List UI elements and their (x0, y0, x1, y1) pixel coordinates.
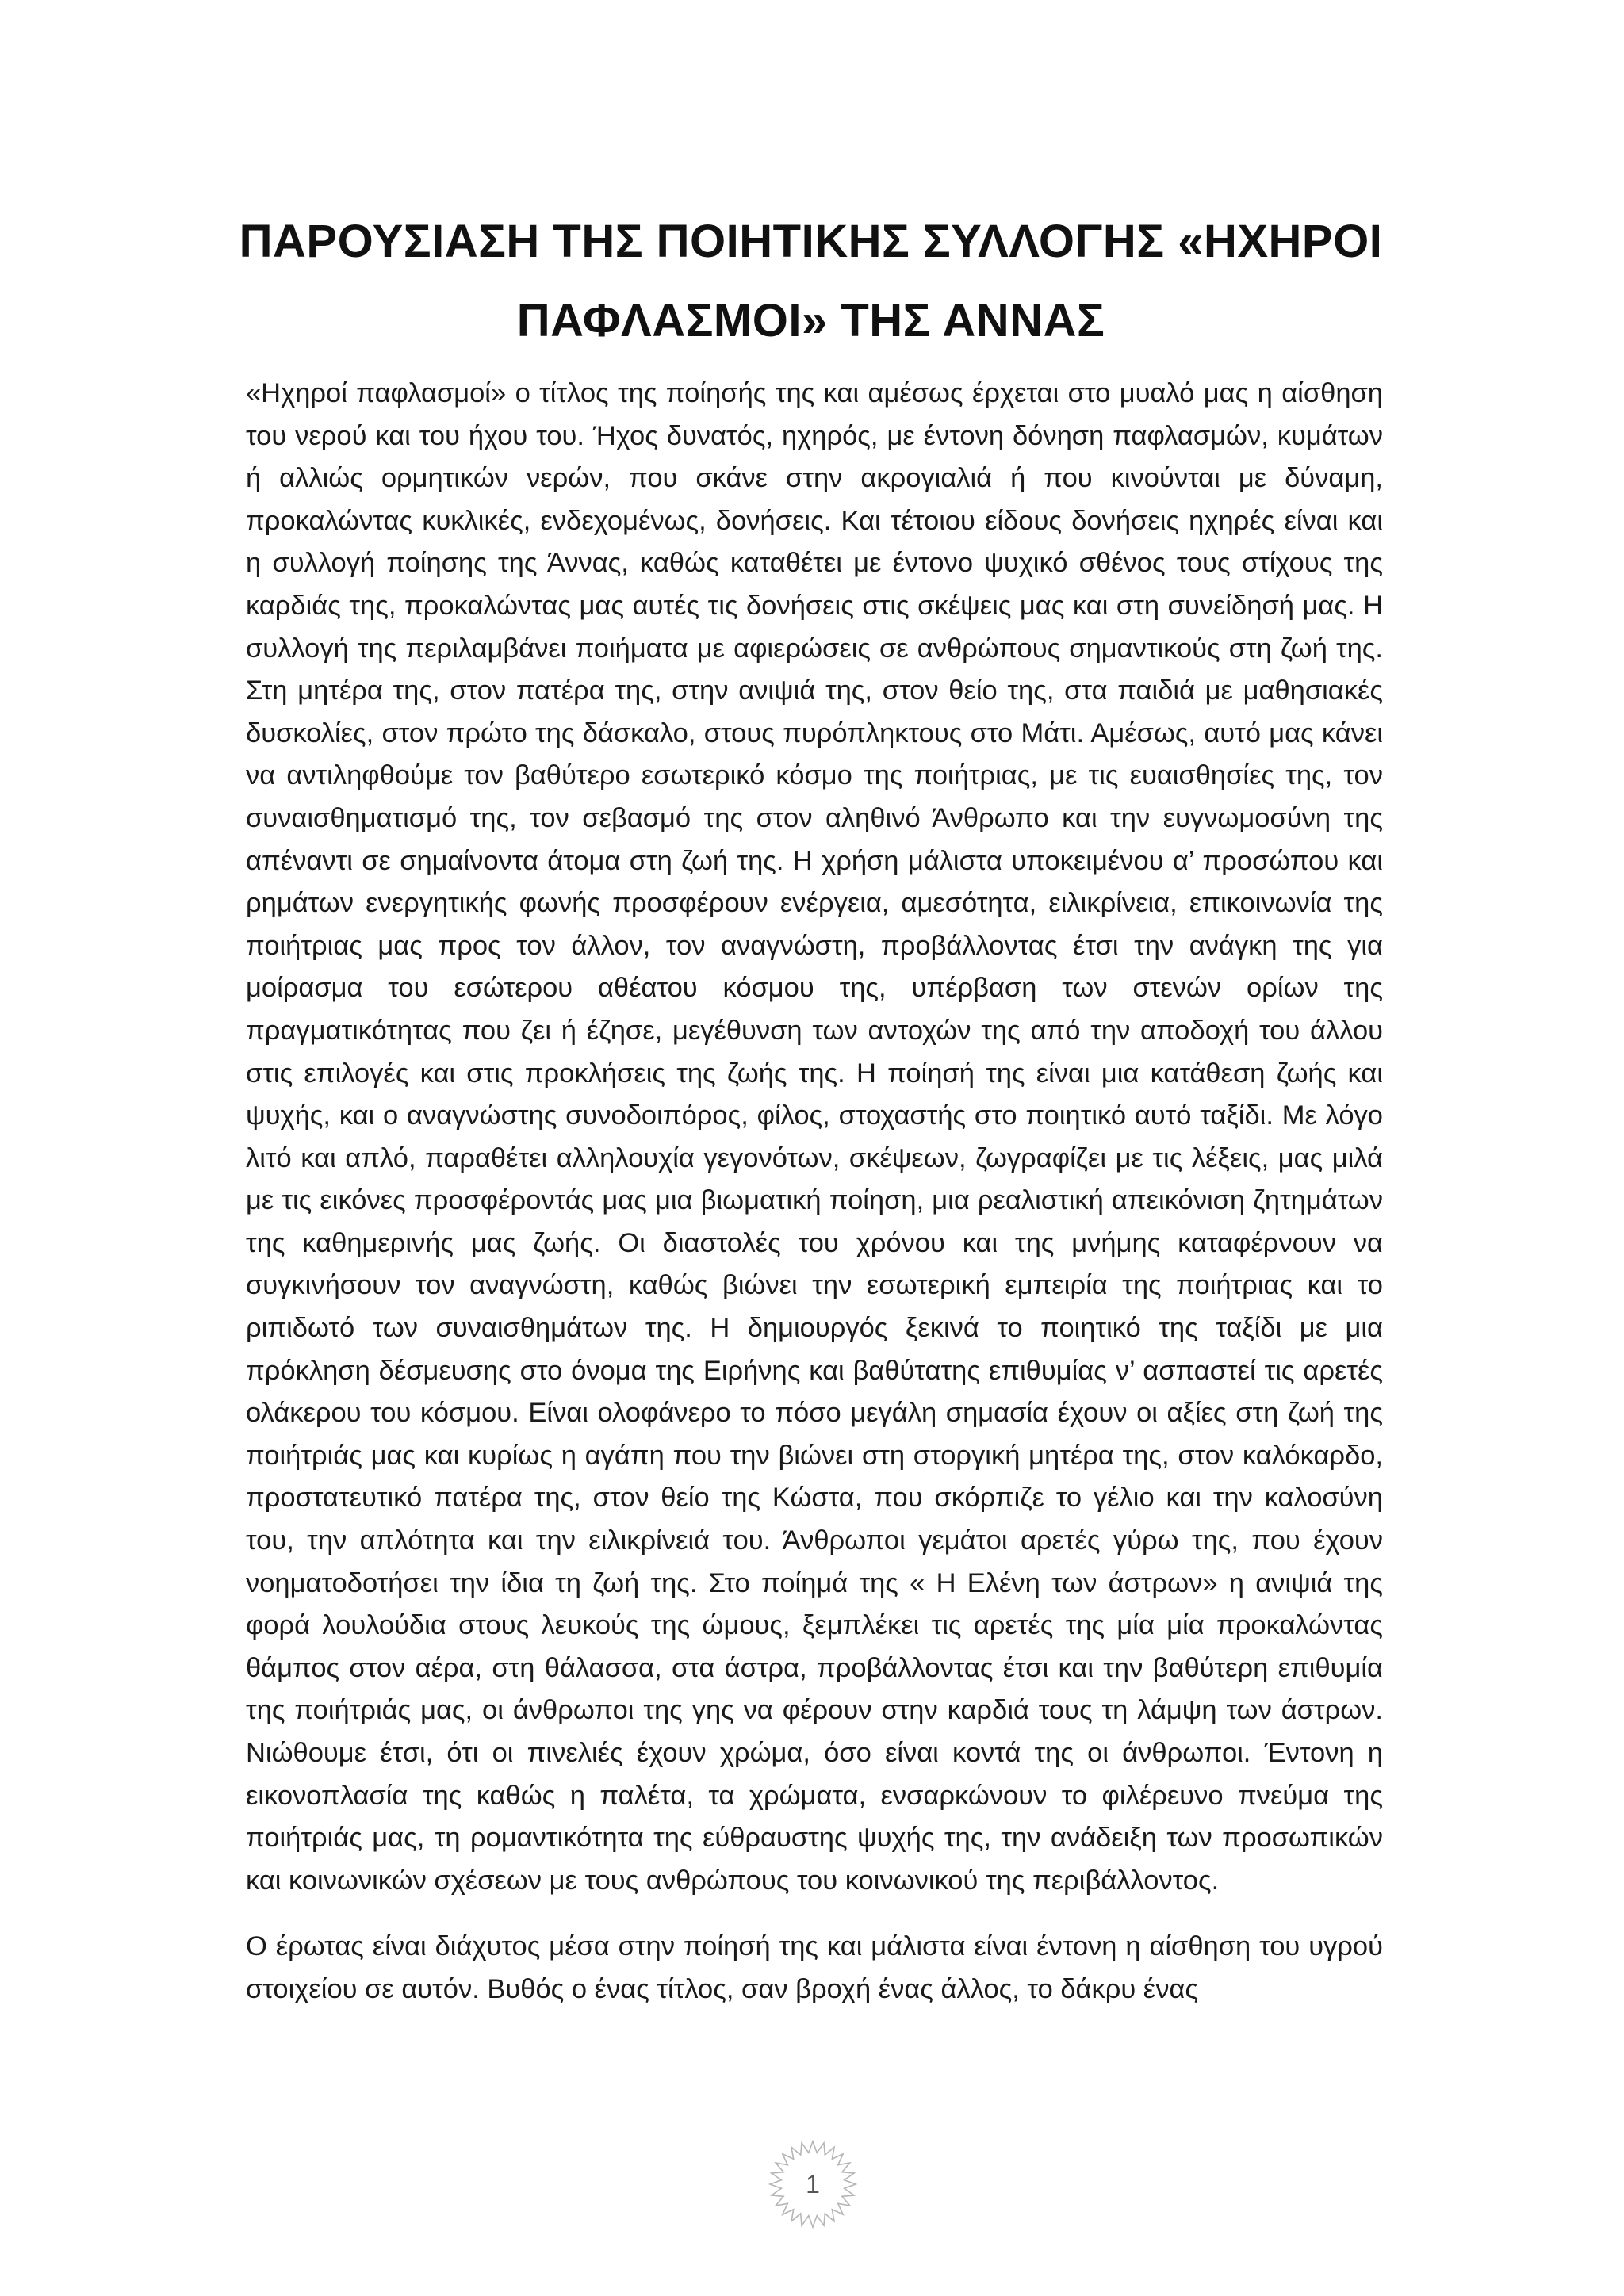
document-title: ΠΑΡΟΥΣΙΑΣΗ ΤΗΣ ΠΟΙΗΤΙΚΗΣ ΣΥΛΛΟΓΗΣ «ΗΧΗΡΟΙ ΠΑΦΛΑΣΜΟΙ» ΤΗΣ ΑΝΝΑΣ (239, 216, 1383, 346)
page-number-badge (768, 2139, 858, 2229)
body-paragraph-2: Ο έρωτας είναι διάχυτος μέσα στην ποίησή της και μάλιστα είναι έντονη η αίσθηση του υγρού στοιχείου σε αυτόν. Βυθός ο ένας τίτλος, σαν βροχή ένας άλλος, το δάκρυ ένας (246, 1931, 1383, 2004)
document-body (246, 373, 1383, 2011)
body-paragraph-1: «Ηχηροί παφλασμοί» ο τίτλος της ποίησής της και αμέσως έρχεται στο μυαλό μας η αίσθηση του νερού και του ήχου του. Ήχος δυνατός, ηχηρός, με έντονη δόνηση παφλασμών, κυμάτων ή αλλιώς ορμητικών νερών, που σκάνε στην ακρογιαλιά ή που κινούνται με δύναμη, προκαλώντας κυκλικές, ενδεχομένως, δονήσεις. Και τέτοιου είδους δονήσεις ηχηρές είναι και η συλλογή ποίησης της Άννας, καθώς καταθέτει με έντονο ψυχικό σθένος τους στίχους της καρδιάς της, προκαλώντας μας αυτές τις δονήσεις στις σκέψεις μας και στη συνείδησή μας. Η συλλογή της περιλαμβάνει ποιήματα με αφιερώσεις σε ανθρώπους σημαντικούς στη ζωή της. Στη μητέρα της, στον πατέρα της, στην ανιψιά της, στον θείο της, στα παιδιά με μαθησιακές δυσκολίες, στον πρώτο της δάσκαλο, στους πυρόπληκτους στο Μάτι. Αμέσως, αυτό μας κάνει να αντιληφθούμε τον βαθύτερο εσωτερικό κόσμο της ποιήτριας, με τις ευαισθησίες της, τον συναισθηματισμό της, τον σεβασμό της στον αληθινό Άνθρωπο και την ευγνωμοσύνη της απέναντι σε σημαίνοντα άτομα στη ζωή της. Η χρήση μάλιστα υποκειμένου α’ προσώπου και ρημάτων ενεργητικής φωνής προσφέρουν ενέργεια, αμεσότητα, ειλικρίνεια, επικοινωνία της ποιήτριας μας προς τον άλλον, τον αναγνώστη, προβάλλοντας έτσι την ανάγκη της για μοίρασμα του εσώτερου αθέατου κόσμου της, υπέρβαση των στενών ορίων της πραγματικότητας που ζει ή έζησε, μεγέθυνση των αντοχών της από την αποδοχή του άλλου στις επιλογές και στις προκλήσεις της ζωής της. Η ποίησή της είναι μια κατάθεση ζωής και ψυχής, και ο αναγνώστης συνοδοιπόρος, φίλος, στοχαστής στο ποιητικό αυτό ταξίδι. Με λόγο λιτό και απλό, παραθέτει αλληλουχία γεγονότων, σκέψεων, ζωγραφίζει με τις λέξεις, μας μιλά με τις εικόνες προσφέροντάς μας μια βιωματική ποίηση, μια ρεαλιστική απεικόνιση ζητημάτων της καθημερινής μας ζωής. Οι διαστολές του χρόνου και της μνήμης καταφέρνουν να συγκινήσουν τον αναγνώστη, καθώς βιώνει την εσωτερική εμπειρία της ποιήτριας και το ριπιδωτό των συναισθημάτων της. Η δημιουργός ξεκινά το ποιητικό της ταξίδι με μια πρόκληση δέσμευσης στο όνομα της Ειρήνης και βαθύτατης επιθυμίας ν’ ασπαστεί τις αρετές ολάκερου του κόσμου. Είναι ολοφάνερο το πόσο μεγάλη σημασία έχουν οι αξίες στη ζωή της ποιήτριάς μας και κυρίως η αγάπη που την βιώνει στη στοργική μητέρα της, στον καλόκαρδο, προστατευτικό πατέρα της, στον θείο της Κώστα, που σκόρπιζε το γέλιο και την καλοσύνη του, την απλότητα και την ειλικρίνειά του. Άνθρωποι γεμάτοι αρετές γύρω της, που έχουν νοηματοδοτήσει την ίδια τη ζωή της. Στο ποίημά της « Η Ελένη των άστρων» η ανιψιά της φορά λουλούδια στους λευκούς της ώμους, ξεμπλέκει τις αρετές της μία μία προκαλώντας θάμπος στον αέρα, στη θάλασσα, στα άστρα, προβάλλοντας έτσι και την βαθύτερη επιθυμία της ποιήτριάς μας, οι άνθρωποι της γης να φέρουν στην καρδιά τους τη λάμψη των άστρων. Νιώθουμε έτσι, ότι οι πινελιές έχουν χρώμα, όσο είναι κοντά της οι άνθρωποι. Έντονη η εικονοπλασία της καθώς η παλέτα, τα χρώματα, ενσαρκώνουν το φιλέρευνο πνεύμα της ποιήτριάς μας, τη ρομαντικότητα της εύθραυστης ψυχής της, την ανάδειξη των προσωπικών και κοινωνικών σχέσεων με τους ανθρώπους του κοινωνικού της περιβάλλοντος. (246, 378, 1383, 1896)
page-number: 1 (806, 2170, 820, 2198)
